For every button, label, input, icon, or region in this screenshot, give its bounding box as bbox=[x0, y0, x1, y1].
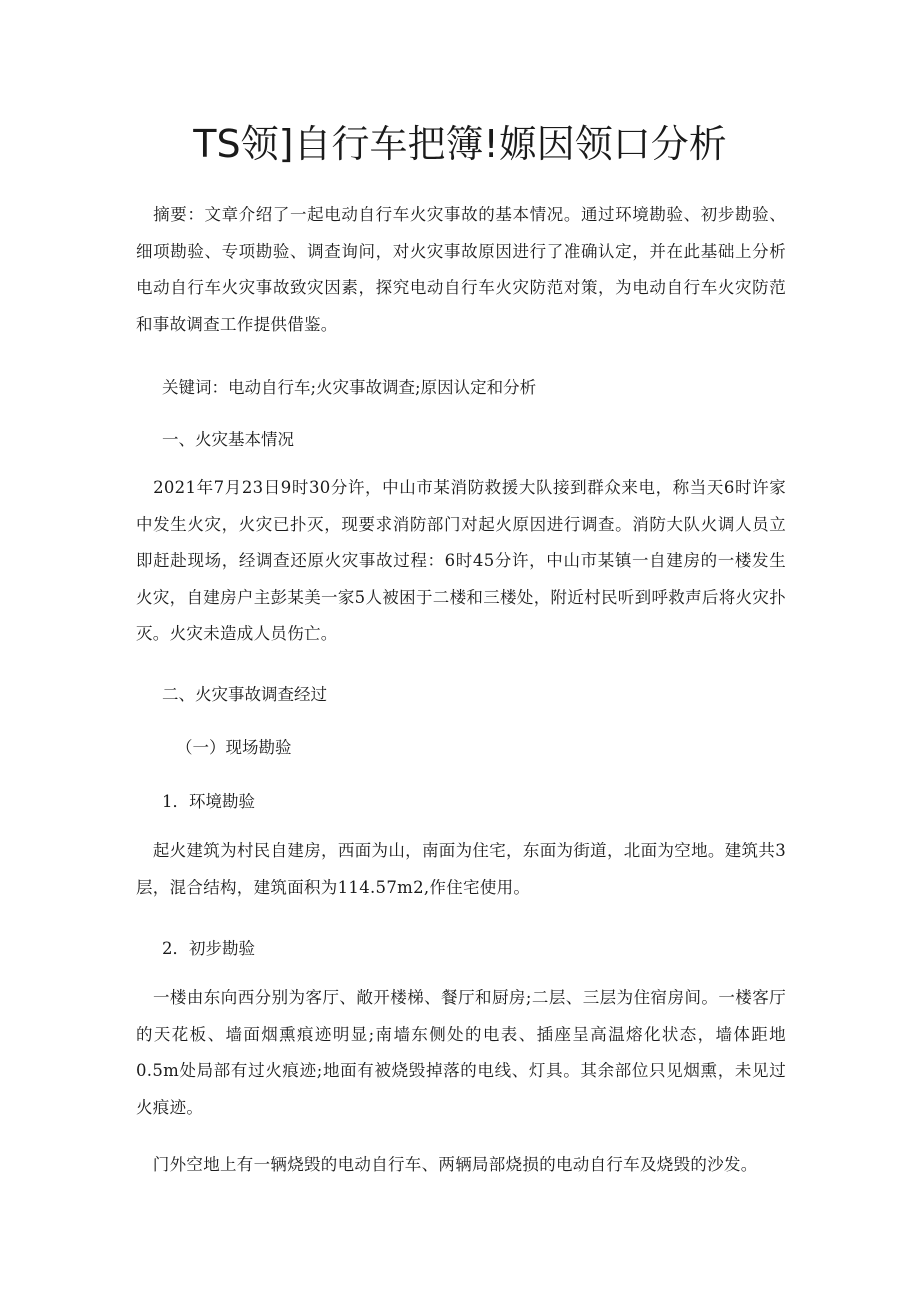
item-preliminary-survey-body-2: 门外空地上有一辆烧毁的电动自行车、两辆局部烧损的电动自行车及烧毁的沙发。 bbox=[136, 1155, 758, 1174]
subsection-heading-site-survey: （一）现场勘验 bbox=[176, 738, 292, 757]
item-environment-survey-body: 起火建筑为村民自建房，西面为山，南面为住宅，东面为街道，北面为空地。建筑共3层，混合结构，建筑面积为114.57m2,作住宅使用。 bbox=[136, 841, 786, 897]
keywords-line: 关键词：电动自行车;火灾事故调查;原因认定和分析 bbox=[162, 378, 537, 397]
section-heading-basic-info: 一、火灾基本情况 bbox=[162, 430, 294, 449]
document-title: TS领]自行车把簿!嫄因领口分析 bbox=[193, 122, 727, 166]
section-basic-info-body: 2021年7月23日9时30分许，中山市某消防救援大队接到群众来电，称当天6时许家中发生火灾，火灾已扑灭，现要求消防部门对起火原因进行调查。消防大队火调人员立即赶赴现场，经调查还原火灾事故过程：6时45分许，中山市某镇一自建房的一楼发生火灾，自建房户主彭某美一家5人被困于二楼和三楼处，附近村民听到呼救声后将火灾扑灭。火灾未造成人员伤亡。 bbox=[136, 478, 786, 643]
item-heading-preliminary-survey: 2．初步勘验 bbox=[162, 939, 255, 958]
section-heading-investigation: 二、火灾事故调查经过 bbox=[162, 685, 327, 704]
item-heading-environment-survey: 1．环境勘验 bbox=[162, 792, 255, 811]
abstract-paragraph: 摘要：文章介绍了一起电动自行车火灾事故的基本情况。通过环境勘验、初步勘验、细项勘验、专项勘验、调查询问，对火灾事故原因进行了准确认定，并在此基础上分析电动自行车火灾事故致灾因素，探究电动自行车火灾防范对策，为电动自行车火灾防范和事故调查工作提供借鉴。 bbox=[136, 205, 786, 334]
item-preliminary-survey-body: 一楼由东向西分别为客厅、敞开楼梯、餐厅和厨房;二层、三层为住宿房间。一楼客厅的天花板、墙面烟熏痕迹明显;南墙东侧处的电表、插座呈高温熔化状态，墙体距地0.5m处局部有过火痕迹;地面有被烧毁掉落的电线、灯具。其余部位只见烟熏，未见过火痕迹。 bbox=[136, 988, 786, 1117]
